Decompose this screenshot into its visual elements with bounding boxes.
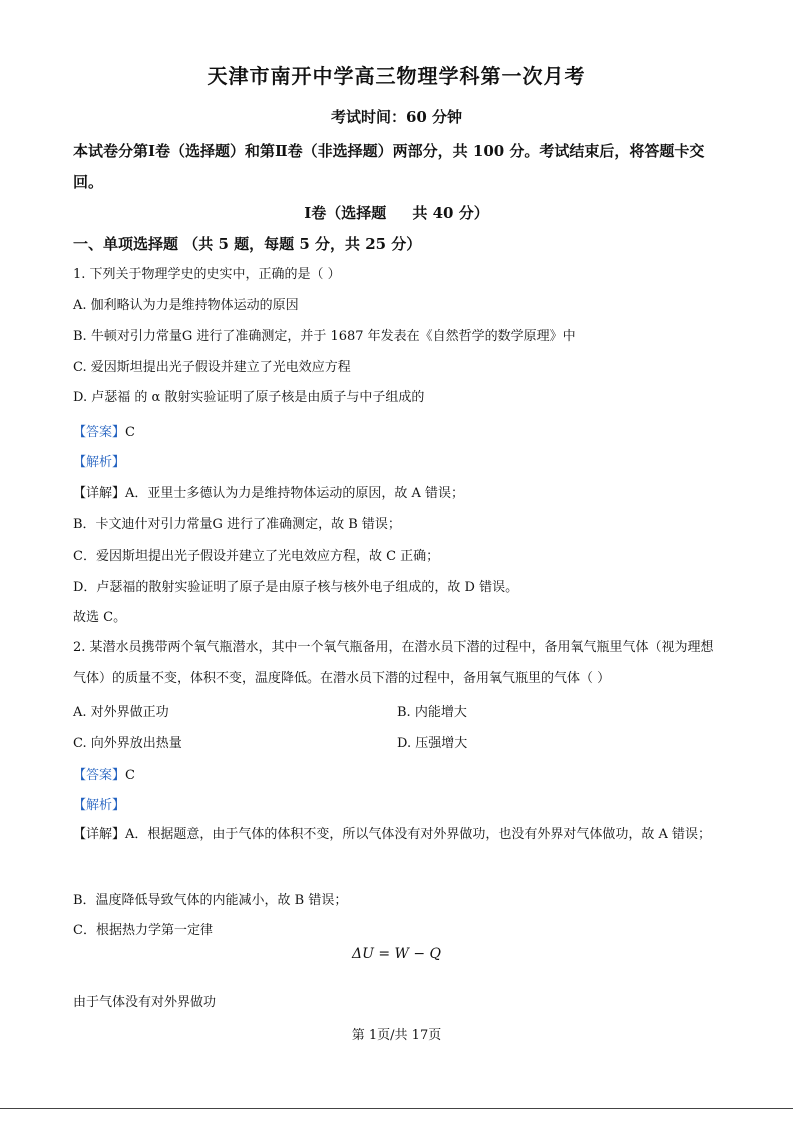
answer-tag: 【答案】 [73, 425, 126, 440]
question-1-detail-b: B．卡文迪什对引力常量G 进行了准确测定，故 B 错误； [73, 517, 401, 532]
question-1-stem: 1. 下列关于物理学史的史实中，正确的是（ ） [73, 267, 341, 282]
question-1-detail-c: C．爱因斯坦提出光子假设并建立了光电效应方程，故 C 正确； [73, 549, 440, 564]
exam-time: 考试时间：60 分钟 [330, 108, 463, 126]
question-2-option-a: A. 对外界做正功 [73, 705, 169, 720]
bottom-divider [0, 1108, 793, 1109]
question-2-option-c: C. 向外界放出热量 [73, 736, 182, 751]
section-heading: Ⅰ卷（选择题 共 40 分） [304, 204, 489, 222]
detail-text: A．亚里士多德认为力是维持物体运动的原因，故 A 错误； [125, 486, 465, 501]
question-2-option-d: D. 压强增大 [397, 736, 468, 751]
question-1-analysis-tag: 【解析】 [73, 455, 126, 470]
question-1-option-c: C. 爱因斯坦提出光子假设并建立了光电效应方程 [73, 360, 351, 375]
question-2-detail-c: C．根据热力学第一定律 [73, 923, 213, 938]
question-1-answer [73, 421, 733, 440]
answer-value: C [125, 425, 135, 440]
question-1-option-d: D. 卢瑟福 的 α 散射实验证明了原子核是由质子与中子组成的 [73, 390, 425, 405]
exam-intro: 本试卷分第Ⅰ卷（选择题）和第Ⅱ卷（非选择题）两部分，共 100 分。考试结束后，将答题卡交回。 [73, 142, 705, 191]
answer-tag: 【答案】 [73, 768, 126, 783]
page-title: 天津市南开中学高三物理学科第一次月考 [207, 64, 586, 88]
detail-tag: 【详解】 [73, 486, 126, 501]
question-1-conclusion: 故选 C。 [73, 610, 127, 625]
question-2-detail-continued: 由于气体没有对外界做功 [73, 995, 217, 1010]
page-number: 第 1页/共 17页 [351, 1028, 442, 1043]
question-1-detail-a [73, 482, 733, 501]
question-1-option-b: B. 牛顿对引力常量G 进行了准确测定，并于 1687 年发表在《自然哲学的数学原理》中 [73, 329, 576, 344]
question-2-detail-a [73, 819, 718, 850]
detail-tag: 【详解】 [73, 827, 126, 842]
question-2-stem: 2. 某潜水员携带两个氧气瓶潜水，其中一个氧气瓶备用，在潜水员下潜的过程中，备用氧气瓶里气体（视为理想气体）的质量不变，体积不变，温度降低。在潜水员下潜的过程中，备用氧气瓶里的气体（ ） [73, 640, 714, 686]
first-law-formula: ΔU = W − Q [351, 946, 442, 962]
detail-text: A．根据题意，由于气体的体积不变，所以气体没有对外界做功，也没有外界对气体做功，故 A 错误； [125, 827, 712, 842]
question-2-option-b: B. 内能增大 [397, 705, 467, 720]
answer-value: C [125, 768, 135, 783]
question-1-detail-d: D．卢瑟福的散射实验证明了原子是由原子核与核外电子组成的，故 D 错误。 [73, 580, 519, 595]
question-2-detail-b: B．温度降低导致气体的内能减小，故 B 错误； [73, 893, 348, 908]
part-heading: 一、单项选择题 （共 5 题，每题 5 分，共 25 分） [73, 235, 422, 253]
question-2-answer [73, 764, 733, 783]
question-1-option-a: A. 伽利略认为力是维持物体运动的原因 [73, 298, 299, 313]
question-2-analysis-tag: 【解析】 [73, 798, 126, 813]
